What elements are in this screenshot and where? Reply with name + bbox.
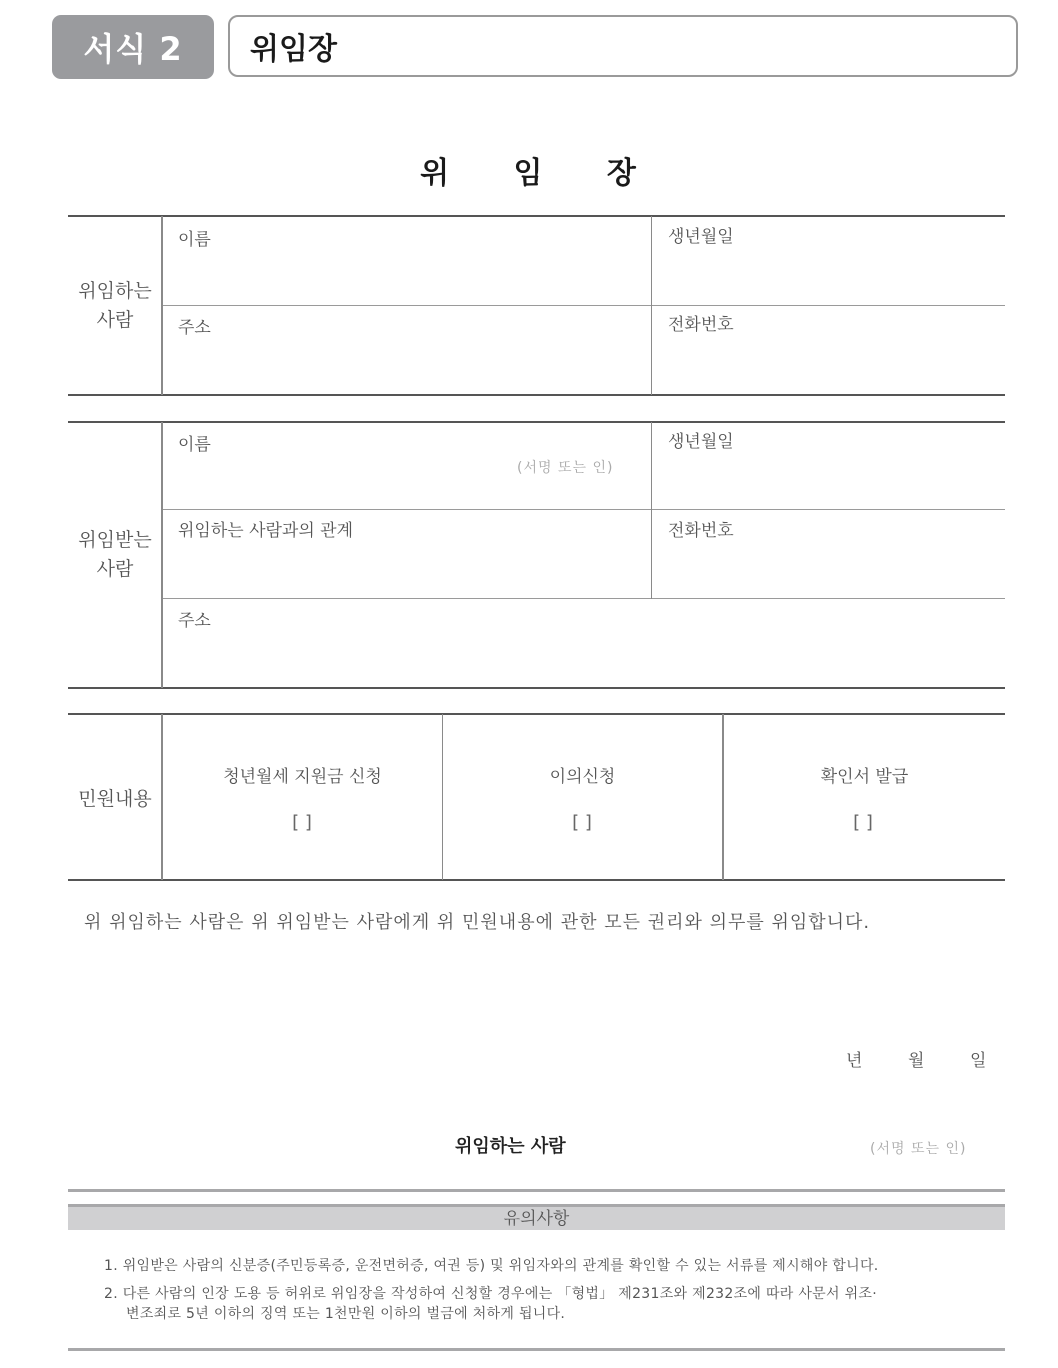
field-label: 주소 xyxy=(178,611,211,631)
side-label-line: 위임하는 xyxy=(78,280,152,302)
checkbox-objection[interactable]: [ ] xyxy=(572,812,592,833)
delegate-birthdate-field[interactable] xyxy=(668,427,734,452)
table-border-bottom xyxy=(68,394,1005,396)
delegator-phone-field[interactable] xyxy=(668,310,734,335)
checkbox-rent-subsidy[interactable]: [ ] xyxy=(292,812,312,833)
table-border-top xyxy=(68,421,1005,423)
side-label-line: 사람 xyxy=(96,309,134,331)
notes-divider xyxy=(68,1189,1005,1192)
note-item-continuation: 변조죄로 5년 이하의 징역 또는 1천만원 이하의 벌금에 처하게 됩니다. xyxy=(126,1306,566,1322)
form-title: 위임장 xyxy=(250,32,337,67)
side-label-line: 사람 xyxy=(96,558,134,580)
delegator-signature-hint[interactable]: (서명 또는 인) xyxy=(870,1141,967,1157)
table-border-bottom xyxy=(68,687,1005,689)
delegator-address-field[interactable] xyxy=(178,313,211,338)
date-month[interactable]: 월 xyxy=(908,1051,925,1071)
field-label: 생년월일 xyxy=(668,227,734,247)
date-day[interactable]: 일 xyxy=(970,1051,987,1071)
column-divider xyxy=(442,714,443,880)
date-year[interactable]: 년 xyxy=(846,1051,863,1071)
petition-option-rent-subsidy: 청년월세 지원금 신청 xyxy=(223,767,382,787)
delegate-signature-hint: (서명 또는 인) xyxy=(517,460,614,476)
delegator-side-label xyxy=(68,277,162,335)
table-border-bottom xyxy=(68,879,1005,881)
form-number-badge: 서식 2 xyxy=(52,15,214,79)
field-label: 위임하는 사람과의 관계 xyxy=(178,521,354,541)
field-label: 전화번호 xyxy=(668,521,734,541)
delegator-birthdate-field[interactable] xyxy=(668,222,734,247)
delegation-statement: 위 위임하는 사람은 위 위임받는 사람에게 위 민원내용에 관한 모든 권리와 의무를 위임합니다. xyxy=(84,912,871,933)
petition-side-label: 민원내용 xyxy=(78,788,152,810)
delegate-name-field[interactable] xyxy=(178,430,211,455)
field-label: 이름 xyxy=(178,435,211,455)
note-item: 1. 위임받은 사람의 신분증(주민등록증, 운전면허증, 여권 등) 및 위임자와의 관계를 확인할 수 있는 서류를 제시해야 합니다. xyxy=(104,1258,879,1274)
petition-option-certificate: 확인서 발급 xyxy=(820,767,909,787)
petition-option-objection: 이의신청 xyxy=(549,767,616,787)
delegate-relationship-field[interactable] xyxy=(178,516,353,541)
side-label-line: 위임받는 xyxy=(78,529,152,551)
delegator-signature-label: 위임하는 사람 xyxy=(455,1136,566,1157)
notes-bottom-divider xyxy=(68,1348,1005,1351)
checkbox-certificate[interactable]: [ ] xyxy=(853,812,873,833)
row-divider xyxy=(163,305,1005,306)
row-divider xyxy=(163,509,1005,510)
field-label: 이름 xyxy=(178,230,211,250)
field-label: 전화번호 xyxy=(668,315,734,335)
delegate-phone-field[interactable] xyxy=(668,516,734,541)
note-item: 2. 다른 사람의 인장 도용 등 허위로 위임장을 작성하여 신청할 경우에는 「형법」 제231조와 제232조에 따라 사문서 위조· xyxy=(104,1286,877,1302)
delegate-address-field[interactable] xyxy=(178,606,211,631)
delegate-side-label xyxy=(68,526,162,584)
document-title: 위 임 장 xyxy=(420,156,638,191)
column-divider xyxy=(651,216,652,395)
delegator-name-field[interactable] xyxy=(178,225,211,250)
notes-title: 유의사항 xyxy=(68,1204,1005,1230)
field-label: 주소 xyxy=(178,318,211,338)
table-border-top xyxy=(68,713,1005,715)
field-label: 생년월일 xyxy=(668,432,734,452)
form-title-box xyxy=(228,15,1018,77)
row-divider xyxy=(163,598,1005,599)
column-divider xyxy=(722,714,724,880)
column-divider xyxy=(651,422,652,599)
table-border-top xyxy=(68,215,1005,217)
